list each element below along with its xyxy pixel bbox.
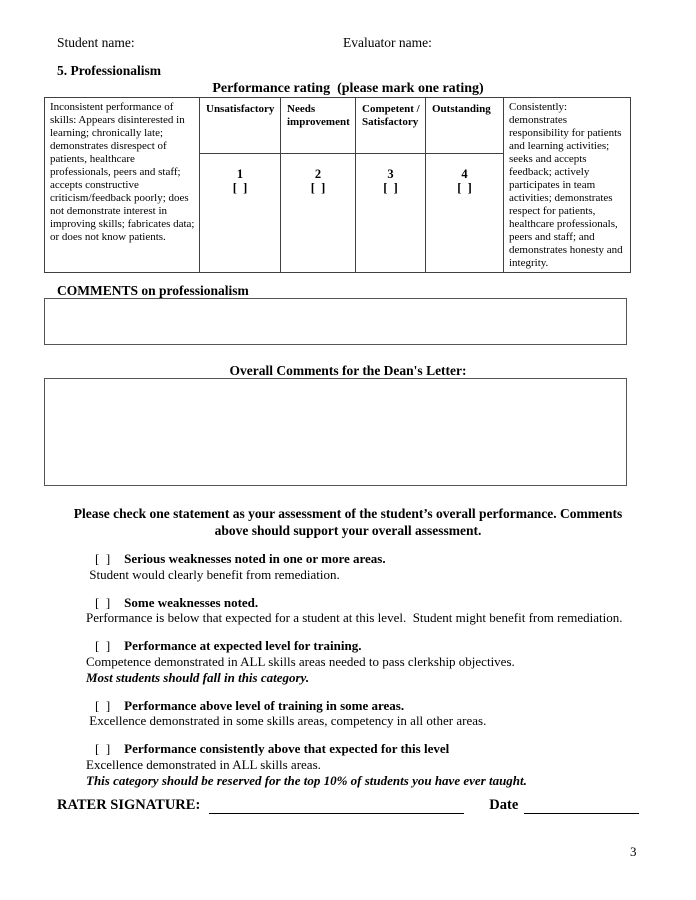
signature-row — [57, 797, 639, 814]
option-checkbox-4[interactable]: [ ] — [95, 697, 111, 713]
option-checkbox-3[interactable]: [ ] — [95, 638, 111, 654]
option-label-2: Some weaknesses noted. — [124, 594, 259, 610]
rating-value-2: 2 — [314, 167, 322, 182]
rating-checkbox-1[interactable]: [ ] — [232, 181, 248, 196]
signature-line[interactable] — [209, 798, 464, 814]
high-anchor-description: Consistently: demonstrates responsibility for patients and learning activities; seeks and accepts feedback; actively participates in team activities; demonstrates respect for patients, healthcare professionals, peers and staff; and demonstrates honesty and integrity. — [504, 98, 631, 273]
performance-rating-table — [44, 97, 631, 273]
rating-cell-4 — [426, 154, 504, 273]
option-label-5: Performance consistently above that expected for this level — [124, 741, 450, 757]
option-consistently-above — [86, 741, 686, 788]
assessment-instruction-line1: Please check one statement as your assessment of the student’s overall performance. Comments — [73, 506, 623, 521]
column-header-outstanding: Outstanding — [426, 98, 504, 154]
comments-heading: COMMENTS on professionalism — [57, 283, 249, 298]
column-header-competent-satisfactory: Competent / Satisfactory — [356, 98, 426, 154]
comments-box[interactable] — [44, 298, 627, 345]
option-label-4: Performance above level of training in some areas. — [124, 697, 405, 713]
option-expected-level — [86, 638, 686, 685]
option-description-2: Performance is below that expected for a student at this level. Student might benefit from remediation. — [86, 610, 623, 626]
option-serious-weaknesses — [86, 551, 686, 583]
column-header-needs-improvement: Needs improvement — [281, 98, 356, 154]
option-description-4: Excellence demonstrated in some skills areas, competency in all other areas. — [86, 713, 487, 729]
rating-cell-1 — [200, 154, 281, 273]
rating-value-3: 3 — [387, 167, 394, 182]
option-description-3: Competence demonstrated in ALL skills areas needed to pass clerkship objectives. — [86, 653, 515, 669]
rating-table-title: Performance rating (please mark one rating) — [212, 81, 484, 96]
student-name-label: Student name: — [57, 35, 135, 50]
option-above-level-some-areas — [86, 698, 686, 730]
option-some-weaknesses — [86, 595, 686, 627]
option-label-1: Serious weaknesses noted in one or more areas. — [124, 551, 386, 566]
option-label-3: Performance at expected level for training. — [124, 638, 362, 654]
rating-value-4: 4 — [461, 167, 468, 182]
date-label: Date — [489, 797, 519, 813]
overall-comments-heading: Overall Comments for the Dean's Letter: — [229, 363, 467, 378]
option-description-1: Student would clearly benefit from remediation. — [86, 566, 340, 582]
column-header-unsatisfactory: Unsatisfactory — [200, 98, 281, 154]
assessment-instruction — [0, 506, 696, 539]
rating-value-1: 1 — [236, 167, 244, 182]
option-note-3: Most students should fall in this category. — [86, 669, 310, 685]
rating-checkbox-3[interactable]: [ ] — [383, 181, 398, 196]
rating-checkbox-2[interactable]: [ ] — [310, 181, 326, 196]
option-description-5: Excellence demonstrated in ALL skills areas. — [86, 756, 321, 772]
rating-cell-3 — [356, 154, 426, 273]
date-line[interactable] — [524, 798, 639, 814]
low-anchor-description: Inconsistent performance of skills: Appears disinterested in learning; chronically late; demonstrates disrespect of patients, healthcare professionals, peers and staff; accepts constructive criticism/feedback poorly; does not demonstrate interest in improving skills; fabricates data; or does not know patients. — [45, 98, 200, 273]
option-checkbox-2[interactable]: [ ] — [95, 594, 111, 610]
rating-checkbox-4[interactable]: [ ] — [457, 181, 472, 196]
overall-comments-box[interactable] — [44, 378, 627, 486]
page-number: 3 — [630, 844, 637, 859]
evaluator-name-label: Evaluator name: — [343, 35, 432, 50]
option-checkbox-1[interactable]: [ ] — [95, 551, 111, 566]
section-title: 5. Professionalism — [57, 63, 161, 78]
rater-signature-label: RATER SIGNATURE: — [57, 797, 201, 813]
assessment-options — [86, 551, 686, 801]
assessment-instruction-line2: above should support your overall assessment. — [214, 522, 482, 538]
rating-cell-2 — [281, 154, 356, 273]
option-note-5: This category should be reserved for the top 10% of students you have ever taught. — [86, 772, 527, 788]
option-checkbox-5[interactable]: [ ] — [95, 741, 111, 757]
